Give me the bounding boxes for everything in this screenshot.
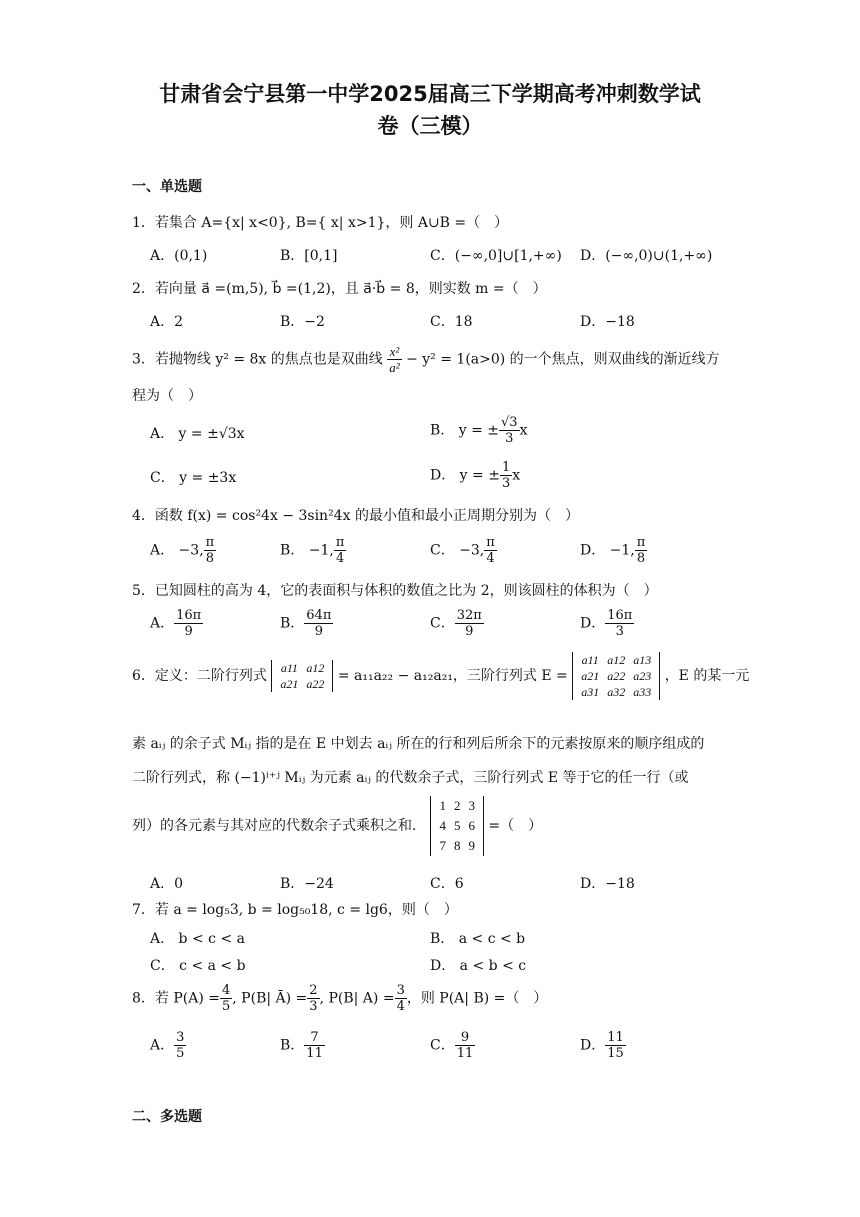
q8-c-pre: C． — [430, 1037, 455, 1054]
q5-c-pre: C． — [430, 615, 455, 632]
q6-det-num-cell: 4 — [439, 818, 446, 833]
q6-det3-cell: a11 — [581, 653, 599, 667]
q8-option-b — [280, 1030, 325, 1061]
q4-b-fraction — [334, 535, 347, 566]
q4-d-pre: D． −1, — [580, 542, 635, 559]
q1-option-a: A．(0,1) — [150, 248, 208, 264]
q8-f2-num: 2 — [309, 983, 318, 998]
q8-d-num: 11 — [607, 1030, 624, 1045]
section-multiple-choice: 二、多选题 — [132, 1109, 202, 1125]
q3-b-num: √3 — [501, 415, 518, 430]
q5-option-a — [150, 608, 203, 639]
q4-option-c — [430, 535, 497, 566]
q3-stem-post: − y² = 1(a>0) 的一个焦点，则双曲线的渐近线方 — [406, 351, 720, 368]
q8-c-fraction — [455, 1030, 476, 1061]
q6-det-num-cell: 8 — [453, 838, 461, 853]
q8-b-pre: B． — [280, 1037, 305, 1054]
q3-d-fraction — [500, 460, 512, 491]
q6-det3-cell: a31 — [581, 685, 600, 699]
q5-b-den: 9 — [314, 624, 323, 639]
q5-c-fraction — [455, 608, 484, 639]
q6-part3: ，E 的某一元 — [664, 668, 750, 684]
q5-option-d — [580, 608, 634, 639]
q5-option-b — [280, 608, 333, 639]
q5-stem: 5．已知圆柱的高为 4，它的表面积与体积的数值之比为 2，则该圆柱的体积为（ ） — [132, 583, 658, 599]
q8-c-den: 11 — [456, 1046, 474, 1061]
q6-det3-cell: a12 — [607, 653, 626, 667]
q7-option-c: C． c < a < b — [150, 958, 246, 974]
q4-b-den: 4 — [335, 551, 345, 566]
q3-option-d — [430, 460, 520, 491]
q6-det3 — [572, 652, 660, 700]
q1-option-d: D．(−∞,0)∪(1,+∞) — [580, 248, 713, 264]
doc-title-line1: 甘肃省会宁县第一中学2025届高三下学期高考冲刺数学试 — [159, 82, 701, 106]
q8-frac3 — [395, 983, 407, 1014]
q4-option-b — [280, 535, 346, 566]
q8-d-fraction — [605, 1030, 626, 1061]
q3-stem — [132, 344, 732, 375]
q6-option-c: C．6 — [430, 876, 464, 892]
q3-option-c: C． y = ±3x — [150, 470, 237, 486]
q6-part1: 6．定义：二阶行列式 — [132, 668, 267, 684]
q6-det-num-cell: 2 — [453, 798, 461, 813]
q5-d-pre: D． — [580, 615, 606, 632]
q6-det-num-cell: 6 — [468, 818, 475, 833]
q8-option-d — [580, 1030, 626, 1061]
q6-det3-cell: a13 — [633, 653, 652, 667]
q5-b-num: 64π — [306, 608, 332, 623]
q5-d-num: 16π — [607, 608, 633, 623]
q8-a-den: 5 — [176, 1046, 185, 1061]
q6-det-numeric — [430, 796, 484, 856]
q3-frac-num: x² — [387, 344, 401, 360]
q6-det3-cell: a23 — [633, 669, 652, 683]
q4-a-den: 8 — [205, 551, 215, 566]
q8-f1-den: 5 — [222, 999, 231, 1014]
q3-option-a: A． y = ±√3x — [150, 426, 245, 442]
q5-a-den: 9 — [184, 624, 193, 639]
q3-option-b — [430, 415, 527, 446]
q7-stem: 7．若 a = log₅3, b = log₅₀18, c = lg6，则（ ） — [132, 902, 458, 918]
q5-c-num: 32π — [456, 608, 482, 623]
q3-b-pre: B． y = ± — [430, 422, 500, 439]
q6-det2-cell: a12 — [306, 661, 325, 675]
q6-det2-cell: a22 — [306, 677, 325, 691]
q5-a-fraction — [174, 608, 203, 639]
q5-b-fraction — [304, 608, 333, 639]
q4-c-den: 4 — [486, 551, 495, 566]
q8-stem — [132, 983, 732, 1014]
q6-option-a: A．0 — [150, 876, 184, 892]
q3-stem-pre: 3．若抛物线 y² = 8x 的焦点也是双曲线 — [132, 351, 383, 368]
q8-f1-num: 4 — [222, 983, 231, 998]
q6-line3: 二阶行列式，称 (−1)ⁱ⁺ʲ Mᵢⱼ 为元素 aᵢⱼ 的代数余子式，三阶行列式 E 等于它的任一行（或 — [132, 770, 689, 786]
q8-c-num: 9 — [455, 1030, 476, 1046]
q8-a-num: 3 — [176, 1030, 185, 1045]
doc-title-line2: 卷（三模） — [377, 114, 483, 138]
q4-a-pre: A． −3, — [150, 542, 204, 559]
q6-det2-cell: a21 — [280, 677, 299, 691]
q8-b-den: 11 — [306, 1046, 323, 1061]
q6-line4-text: 列）的各元素与其对应的代数余子式乘积之和． — [132, 818, 426, 834]
q6-line2: 素 aᵢⱼ 的余子式 Mᵢⱼ 指的是在 E 中划去 aᵢⱼ 所在的行和列后所余下的元素按原来的顺序组成的 — [132, 736, 705, 752]
q6-stem-line1 — [132, 652, 750, 700]
q6-det2-cell: a11 — [280, 661, 298, 675]
q8-a-pre: A． — [150, 1037, 175, 1054]
q2-option-c: C．18 — [430, 314, 473, 330]
q1-option-c: C．(−∞,0]∪[1,+∞) — [430, 248, 562, 264]
q4-stem: 4．函数 f(x) = cos²4x − 3sin²4x 的最小值和最小正周期分别为（ ） — [132, 508, 579, 524]
q6-part2: = a₁₁a₂₂ − a₁₂a₂₁，三阶行列式 E = — [337, 668, 568, 684]
q6-det3-cell: a32 — [607, 685, 626, 699]
q6-det2 — [271, 660, 333, 692]
q5-option-c — [430, 608, 484, 639]
q6-det-num-cell: 7 — [439, 838, 446, 853]
q3-stem-line2: 程为（ ） — [132, 388, 202, 404]
q4-c-num: π — [486, 535, 495, 550]
q4-c-fraction — [484, 535, 497, 566]
q5-a-num: 16π — [176, 608, 202, 623]
q8-option-c — [430, 1030, 475, 1061]
q8-f3-num: 3 — [396, 983, 405, 998]
q3-frac-den: a² — [389, 360, 400, 375]
q6-det-num-cell: 5 — [453, 818, 461, 833]
q7-option-b: B． a < c < b — [430, 931, 526, 947]
q4-d-den: 8 — [636, 551, 646, 566]
q8-f2-den: 3 — [309, 999, 318, 1014]
q4-b-num: π — [335, 535, 345, 550]
q5-d-den: 3 — [615, 624, 624, 639]
q8-pre: 8．若 P(A) = — [132, 990, 220, 1007]
q4-c-pre: C． −3, — [430, 542, 485, 559]
q5-a-pre: A． — [150, 615, 175, 632]
q8-a-fraction — [174, 1030, 186, 1061]
q4-option-d — [580, 535, 647, 566]
q1-stem: 1．若集合 A={x| x<0}, B={ x| x>1}，则 A∪B =（ ） — [132, 215, 509, 231]
q3-b-post: x — [519, 422, 528, 439]
q6-det3-cell: a22 — [607, 669, 626, 683]
q6-det3-cell: a21 — [581, 669, 600, 683]
q3-d-post: x — [512, 467, 521, 484]
q7-option-d: D． a < b < c — [430, 958, 527, 974]
q3-b-den: 3 — [505, 431, 514, 446]
q8-b-num: 7 — [304, 1030, 325, 1046]
q2-option-b: B．−2 — [280, 314, 325, 330]
q8-option-a — [150, 1030, 186, 1061]
q4-a-fraction — [204, 535, 217, 566]
q4-d-num: π — [636, 535, 646, 550]
q6-line4 — [132, 796, 732, 856]
q4-a-num: π — [205, 535, 215, 550]
q8-f3-den: 4 — [396, 999, 405, 1014]
q1-option-b: B．[0,1] — [280, 248, 338, 264]
q4-option-a — [150, 535, 216, 566]
section-single-choice: 一、单选题 — [132, 179, 202, 195]
q2-option-a: A．2 — [150, 314, 184, 330]
q5-b-pre: B． — [280, 615, 305, 632]
q8-frac1 — [220, 983, 232, 1014]
q3-d-pre: D． y = ± — [430, 467, 500, 484]
q6-part4: =（ ） — [488, 818, 543, 834]
q6-option-d: D．−18 — [580, 876, 635, 892]
q8-mid2: , P(B| A) = — [319, 990, 395, 1007]
q2-stem: 2．若向量 a⃗ =(m,5), b⃗ =(1,2)，且 a⃗·b⃗ = 8，则实数 m =（ ） — [132, 281, 547, 297]
q8-d-den: 15 — [607, 1046, 624, 1061]
q6-det-num-cell: 9 — [468, 838, 475, 853]
q8-mid1: , P(B| Ā) = — [232, 990, 308, 1007]
q2-option-d: D．−18 — [580, 314, 635, 330]
q6-det-num-cell: 3 — [468, 798, 475, 813]
q7-option-a: A． b < c < a — [150, 931, 245, 947]
q5-c-den: 9 — [465, 624, 474, 639]
q4-b-pre: B． −1, — [280, 542, 334, 559]
q6-det3-cell: a33 — [633, 685, 652, 699]
q5-d-fraction — [605, 608, 634, 639]
q6-option-b: B．−24 — [280, 876, 334, 892]
q3-d-den: 3 — [501, 476, 511, 491]
q8-post: ，则 P(A| B) =（ ） — [406, 990, 548, 1007]
q6-det-num-cell: 1 — [439, 798, 446, 813]
q3-d-num: 1 — [501, 460, 511, 475]
q3-fraction — [387, 344, 401, 375]
q4-d-fraction — [635, 535, 648, 566]
q8-d-pre: D． — [580, 1037, 606, 1054]
q8-b-fraction — [304, 1030, 325, 1061]
q3-b-fraction — [499, 415, 520, 446]
q8-frac2 — [307, 983, 319, 1014]
